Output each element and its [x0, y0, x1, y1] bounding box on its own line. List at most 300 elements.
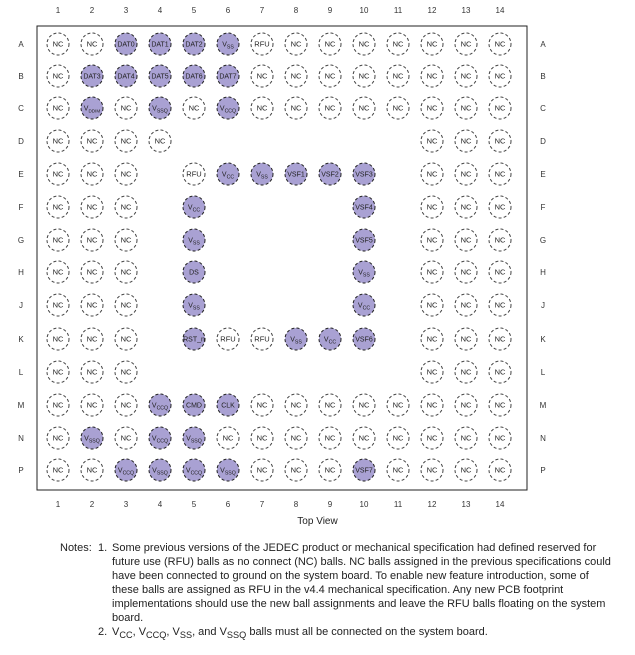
ball-label: NC [460, 300, 472, 310]
column-label-bottom: 12 [427, 500, 437, 509]
ball-label: NC [120, 169, 132, 179]
ball-F5 [183, 196, 205, 218]
ball-label: DAT6 [185, 73, 203, 81]
ball-label: NC [392, 400, 404, 410]
column-label-top: 2 [89, 6, 95, 15]
ball-A8 [285, 33, 307, 55]
ball-label: NC [52, 465, 64, 475]
column-label-bottom: 1 [55, 500, 61, 509]
ball-G5 [183, 229, 205, 251]
ball-A5 [183, 33, 205, 55]
row-label-right: A [540, 40, 546, 49]
ball-label: VSF5 [355, 237, 373, 245]
note-2-number: 2. [98, 626, 108, 638]
ball-label: NC [52, 169, 64, 179]
ball-label: NC [494, 235, 506, 245]
ball-L3 [115, 361, 137, 383]
ball-label: $V_{SS}$ [222, 41, 234, 51]
row-label-left: F [18, 203, 24, 212]
ball-label: NC [188, 103, 200, 113]
ball-D12 [421, 130, 443, 152]
ball-M8 [285, 394, 307, 416]
ball-J2 [81, 294, 103, 316]
column-label-top: 6 [225, 6, 231, 15]
ball-label: NC [494, 465, 506, 475]
ball-L14 [489, 361, 511, 383]
ball-N14 [489, 427, 511, 449]
ball-label: NC [460, 71, 472, 81]
ball-label: NC [52, 202, 64, 212]
ball-label: $V_{SS}$ [256, 171, 268, 181]
ball-label: NC [86, 202, 98, 212]
ball-P3 [115, 459, 137, 481]
ball-label: NC [120, 136, 132, 146]
ball-label: NC [120, 300, 132, 310]
ball-label: RFU [254, 334, 270, 344]
ball-label: NC [358, 103, 370, 113]
ball-G1 [47, 229, 69, 251]
ball-B6 [217, 65, 239, 87]
ball-label: NC [460, 202, 472, 212]
ball-E2 [81, 163, 103, 185]
ball-label: NC [52, 400, 64, 410]
column-label-top: 4 [157, 6, 163, 15]
ball-P2 [81, 459, 103, 481]
ball-N3 [115, 427, 137, 449]
ball-label: DAT2 [185, 41, 203, 49]
ball-label: NC [426, 433, 438, 443]
ball-E10 [353, 163, 375, 185]
ball-label: NC [494, 367, 506, 377]
ball-label: $V_{CCQ}$ [151, 435, 169, 445]
ball-label: NC [256, 71, 268, 81]
ball-label: $V_{CCQ}$ [117, 467, 135, 477]
ball-F1 [47, 196, 69, 218]
row-label-left: J [19, 301, 23, 310]
ball-label: NC [494, 334, 506, 344]
ball-P10 [353, 459, 375, 481]
ball-label: NC [222, 433, 234, 443]
ball-label: NC [52, 71, 64, 81]
ball-label: $V_{SSQ}$ [152, 105, 168, 115]
ball-C4 [149, 97, 171, 119]
ball-label: NC [86, 39, 98, 49]
ball-label: NC [324, 39, 336, 49]
row-label-left: B [18, 72, 24, 81]
column-label-top: 11 [393, 6, 403, 15]
ball-label: NC [392, 103, 404, 113]
ball-label: DAT7 [219, 73, 237, 81]
column-label-top: 10 [359, 6, 369, 15]
ball-J10 [353, 294, 375, 316]
ball-H12 [421, 261, 443, 283]
ball-M9 [319, 394, 341, 416]
ball-N13 [455, 427, 477, 449]
ball-F13 [455, 196, 477, 218]
ball-label: $V_{CC}$ [221, 171, 235, 181]
ball-label: NC [460, 367, 472, 377]
ball-label: NC [86, 235, 98, 245]
ball-H3 [115, 261, 137, 283]
ball-K5 [183, 328, 205, 350]
ball-L1 [47, 361, 69, 383]
ball-label: $V_{SS}$ [188, 237, 200, 247]
ball-B11 [387, 65, 409, 87]
ball-label: NC [290, 103, 302, 113]
ball-label: NC [426, 71, 438, 81]
ball-G12 [421, 229, 443, 251]
ball-A4 [149, 33, 171, 55]
ball-label: NC [460, 136, 472, 146]
ball-E14 [489, 163, 511, 185]
ball-label: NC [426, 400, 438, 410]
ball-label: NC [494, 39, 506, 49]
ball-K1 [47, 328, 69, 350]
ball-label: NC [460, 267, 472, 277]
ball-N5 [183, 427, 205, 449]
ball-label: NC [120, 400, 132, 410]
ball-D3 [115, 130, 137, 152]
ball-label: NC [426, 136, 438, 146]
ball-label: NC [494, 267, 506, 277]
column-label-bottom: 3 [123, 500, 129, 509]
ball-label: NC [52, 367, 64, 377]
ball-label: NC [52, 433, 64, 443]
ball-N4 [149, 427, 171, 449]
ball-M11 [387, 394, 409, 416]
ball-N10 [353, 427, 375, 449]
ball-M12 [421, 394, 443, 416]
ball-label: NC [392, 71, 404, 81]
ball-E5 [183, 163, 205, 185]
ball-D13 [455, 130, 477, 152]
ball-label: NC [120, 367, 132, 377]
ball-label: NC [120, 433, 132, 443]
ball-label: NC [460, 39, 472, 49]
ball-label: NC [494, 71, 506, 81]
ball-P1 [47, 459, 69, 481]
ball-label: NC [426, 202, 438, 212]
ball-P6 [217, 459, 239, 481]
ball-E6 [217, 163, 239, 185]
ball-label: NC [52, 267, 64, 277]
ball-M14 [489, 394, 511, 416]
ball-label: RFU [220, 334, 236, 344]
row-label-left: H [18, 268, 24, 277]
column-label-bottom: 8 [293, 500, 299, 509]
ball-H14 [489, 261, 511, 283]
column-label-top: 14 [495, 6, 505, 15]
column-label-top: 7 [259, 6, 265, 15]
ball-label: NC [324, 103, 336, 113]
row-label-right: L [540, 368, 546, 377]
column-label-top: 12 [427, 6, 437, 15]
ball-N12 [421, 427, 443, 449]
row-label-right: N [540, 434, 546, 443]
ball-N2 [81, 427, 103, 449]
ball-K10 [353, 328, 375, 350]
ball-J3 [115, 294, 137, 316]
ball-L12 [421, 361, 443, 383]
ball-label: NC [120, 334, 132, 344]
ball-L13 [455, 361, 477, 383]
ball-C10 [353, 97, 375, 119]
ball-M4 [149, 394, 171, 416]
ball-label: $V_{SSQ}$ [84, 435, 100, 445]
ball-C12 [421, 97, 443, 119]
ball-label: DS [189, 269, 199, 277]
ball-label: NC [392, 465, 404, 475]
ball-P4 [149, 459, 171, 481]
column-label-top: 8 [293, 6, 299, 15]
ball-label: NC [494, 433, 506, 443]
ball-D2 [81, 130, 103, 152]
ball-C11 [387, 97, 409, 119]
ball-P13 [455, 459, 477, 481]
column-label-top: 1 [55, 6, 61, 15]
ball-label: $V_{CC}$ [357, 302, 371, 312]
column-label-bottom: 2 [89, 500, 95, 509]
ball-A6 [217, 33, 239, 55]
ball-label: NC [86, 136, 98, 146]
row-label-left: C [18, 104, 24, 113]
ball-label: NC [426, 334, 438, 344]
row-label-left: A [18, 40, 24, 49]
ball-A9 [319, 33, 341, 55]
ball-K2 [81, 328, 103, 350]
ball-H2 [81, 261, 103, 283]
row-label-left: P [18, 466, 24, 475]
ball-P14 [489, 459, 511, 481]
ball-label: NC [290, 39, 302, 49]
ball-N9 [319, 427, 341, 449]
package-outline [37, 26, 527, 490]
ball-D14 [489, 130, 511, 152]
ball-label: CLK [221, 402, 235, 410]
ball-label: NC [426, 465, 438, 475]
ball-label: NC [120, 267, 132, 277]
row-label-right: B [540, 72, 546, 81]
ball-C3 [115, 97, 137, 119]
column-label-bottom: 9 [327, 500, 333, 509]
row-label-right: H [540, 268, 546, 277]
ball-label: NC [460, 235, 472, 245]
ball-N11 [387, 427, 409, 449]
ball-label: NC [426, 39, 438, 49]
ball-P9 [319, 459, 341, 481]
ball-label: NC [494, 400, 506, 410]
ball-label: NC [256, 400, 268, 410]
row-label-left: K [18, 335, 24, 344]
ball-C6 [217, 97, 239, 119]
ball-F10 [353, 196, 375, 218]
ball-label: $V_{SSQ}$ [152, 467, 168, 477]
ball-label: NC [460, 334, 472, 344]
ball-label: NC [460, 433, 472, 443]
ball-label: VSF2 [321, 171, 339, 179]
ball-E9 [319, 163, 341, 185]
ball-label: NC [494, 103, 506, 113]
ball-F14 [489, 196, 511, 218]
ball-label: NC [86, 300, 98, 310]
ball-D4 [149, 130, 171, 152]
column-label-bottom: 7 [259, 500, 265, 509]
ball-B13 [455, 65, 477, 87]
ball-label: NC [290, 400, 302, 410]
row-label-right: D [540, 137, 546, 146]
column-label-top: 9 [327, 6, 333, 15]
ball-K12 [421, 328, 443, 350]
ball-A1 [47, 33, 69, 55]
ball-label: NC [494, 202, 506, 212]
ball-N7 [251, 427, 273, 449]
ball-label: NC [494, 169, 506, 179]
ball-E13 [455, 163, 477, 185]
ball-label: NC [358, 400, 370, 410]
ball-K9 [319, 328, 341, 350]
ball-K6 [217, 328, 239, 350]
notes-heading: Notes: [60, 542, 92, 554]
ball-label: $V_{SS}$ [290, 336, 302, 346]
ball-D1 [47, 130, 69, 152]
ball-label: NC [52, 39, 64, 49]
row-label-left: E [18, 170, 24, 179]
ball-label: NC [494, 300, 506, 310]
ball-J14 [489, 294, 511, 316]
ball-F12 [421, 196, 443, 218]
column-label-bottom: 5 [191, 500, 197, 509]
ball-B8 [285, 65, 307, 87]
ball-B14 [489, 65, 511, 87]
row-label-left: G [17, 236, 25, 245]
ball-K13 [455, 328, 477, 350]
ball-H1 [47, 261, 69, 283]
ball-label: $V_{CC}$ [187, 204, 201, 214]
ball-label: NC [120, 202, 132, 212]
ball-A10 [353, 33, 375, 55]
ball-label: NC [86, 465, 98, 475]
ball-label: DAT1 [151, 41, 169, 49]
ball-label: NC [154, 136, 166, 146]
ball-M5 [183, 394, 205, 416]
ball-label: NC [86, 169, 98, 179]
ball-B9 [319, 65, 341, 87]
ball-G2 [81, 229, 103, 251]
ball-label: VSF3 [355, 171, 373, 179]
ball-label: NC [426, 103, 438, 113]
ball-C13 [455, 97, 477, 119]
ball-M2 [81, 394, 103, 416]
ball-C8 [285, 97, 307, 119]
row-label-right: G [539, 236, 547, 245]
column-label-top: 5 [191, 6, 197, 15]
ball-A14 [489, 33, 511, 55]
ball-C14 [489, 97, 511, 119]
row-label-right: P [540, 466, 546, 475]
ball-C9 [319, 97, 341, 119]
ball-M13 [455, 394, 477, 416]
ball-E3 [115, 163, 137, 185]
ball-label: NC [392, 433, 404, 443]
ball-N8 [285, 427, 307, 449]
ball-label: DAT0 [117, 41, 135, 49]
row-label-right: J [541, 301, 545, 310]
ball-A7 [251, 33, 273, 55]
ball-B12 [421, 65, 443, 87]
ball-label: RFU [254, 39, 270, 49]
ball-G14 [489, 229, 511, 251]
ball-M1 [47, 394, 69, 416]
ball-label: CMD [186, 402, 202, 410]
ball-label: NC [256, 465, 268, 475]
ball-label: NC [120, 235, 132, 245]
ball-label: DAT3 [83, 73, 101, 81]
ball-label: NC [358, 71, 370, 81]
row-label-left: M [17, 401, 25, 410]
ball-label: NC [86, 367, 98, 377]
note-2 [98, 625, 618, 642]
ball-label: NC [460, 103, 472, 113]
ball-P7 [251, 459, 273, 481]
ball-label: $V_{CCQ}$ [151, 402, 169, 412]
ball-label: NC [460, 169, 472, 179]
ball-label: VSF6 [355, 336, 373, 344]
ball-label: NC [494, 136, 506, 146]
ball-label: NC [52, 103, 64, 113]
ball-label: NC [120, 103, 132, 113]
note-2-text: $V_{CC}$, $V_{CCQ}$, $V_{SS}$, and $V_{SSQ}$ balls must all be connected on the system board. [112, 626, 488, 641]
ball-M6 [217, 394, 239, 416]
column-label-bottom: 4 [157, 500, 163, 509]
ball-F3 [115, 196, 137, 218]
ball-label: NC [358, 39, 370, 49]
column-label-bottom: 6 [225, 500, 231, 509]
ball-M7 [251, 394, 273, 416]
ball-J5 [183, 294, 205, 316]
ball-H10 [353, 261, 375, 283]
ball-label: VSF1 [287, 171, 305, 179]
ball-A3 [115, 33, 137, 55]
ball-G3 [115, 229, 137, 251]
ball-C5 [183, 97, 205, 119]
ball-P11 [387, 459, 409, 481]
ball-label: NC [256, 103, 268, 113]
ball-label: VSF4 [355, 204, 373, 212]
ball-label: NC [324, 465, 336, 475]
ball-label: NC [52, 235, 64, 245]
column-label-bottom: 14 [495, 500, 505, 509]
ball-label: $V_{CCQ}$ [219, 105, 237, 115]
row-label-left: D [18, 137, 24, 146]
ball-B1 [47, 65, 69, 87]
ball-G10 [353, 229, 375, 251]
note-1-number: 1. [98, 542, 108, 554]
ball-E7 [251, 163, 273, 185]
ball-B2 [81, 65, 103, 87]
ball-J1 [47, 294, 69, 316]
ball-label: NC [52, 300, 64, 310]
column-label-top: 3 [123, 6, 129, 15]
ball-B7 [251, 65, 273, 87]
ball-label: NC [52, 136, 64, 146]
ball-label: $V_{SSQ}$ [220, 467, 236, 477]
row-label-right: F [540, 203, 546, 212]
ball-label: RST_n [183, 336, 205, 344]
row-label-right: K [540, 335, 546, 344]
ball-label: NC [358, 433, 370, 443]
ball-E1 [47, 163, 69, 185]
row-label-left: L [18, 368, 24, 377]
